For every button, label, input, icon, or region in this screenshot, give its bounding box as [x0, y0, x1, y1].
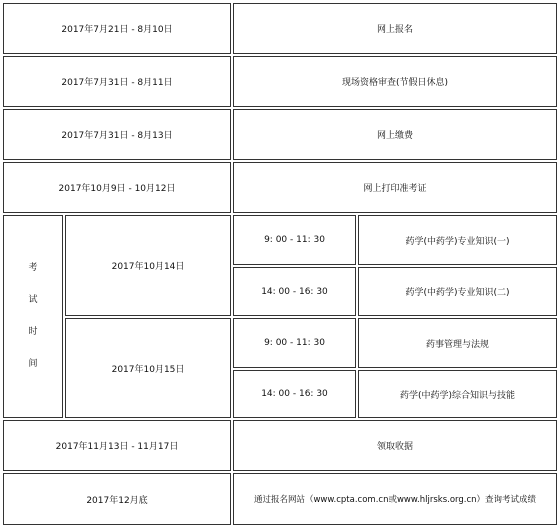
- session-1-subject: 药学(中药学)专业知识(一): [358, 215, 557, 265]
- exam-time-label: [3, 215, 63, 418]
- session-4-subject: 药学(中药学)综合知识与技能: [358, 370, 557, 418]
- row-5-date: 2017年11月13日 - 11月17日: [3, 420, 231, 471]
- row-2-date: 2017年7月31日 - 8月11日: [3, 56, 231, 107]
- session-3-time: 9: 00 - 11: 30: [233, 318, 356, 368]
- exam-label-char-4: 间: [28, 359, 38, 369]
- exam-day-2-date: 2017年10月15日: [65, 318, 231, 418]
- session-2-subject: 药学(中药学)专业知识(二): [358, 267, 557, 316]
- row-1-date: 2017年7月21日 - 8月10日: [3, 3, 231, 54]
- session-1-time: 9: 00 - 11: 30: [233, 215, 356, 265]
- row-3-date: 2017年7月31日 - 8月13日: [3, 109, 231, 160]
- session-2-time: 14: 00 - 16: 30: [233, 267, 356, 316]
- exam-day-1-date: 2017年10月14日: [65, 215, 231, 316]
- row-4-event: 网上打印准考证: [233, 162, 557, 213]
- row-2-event: 现场资格审查(节假日休息): [233, 56, 557, 107]
- row-5-event: 领取收据: [233, 420, 557, 471]
- row-3-event: 网上缴费: [233, 109, 557, 160]
- session-3-subject: 药事管理与法规: [358, 318, 557, 368]
- exam-label-char-1: 考: [28, 263, 38, 273]
- session-4-time: 14: 00 - 16: 30: [233, 370, 356, 418]
- row-1-event: 网上报名: [233, 3, 557, 54]
- row-6-date: 2017年12月底: [3, 473, 231, 525]
- row-4-date: 2017年10月9日 - 10月12日: [3, 162, 231, 213]
- exam-label-char-2: 试: [28, 295, 38, 305]
- exam-label-char-3: 时: [28, 327, 38, 337]
- row-6-event: 通过报名网站（www.cpta.com.cn或www.hljrsks.org.cn）查询考试成绩: [233, 473, 557, 525]
